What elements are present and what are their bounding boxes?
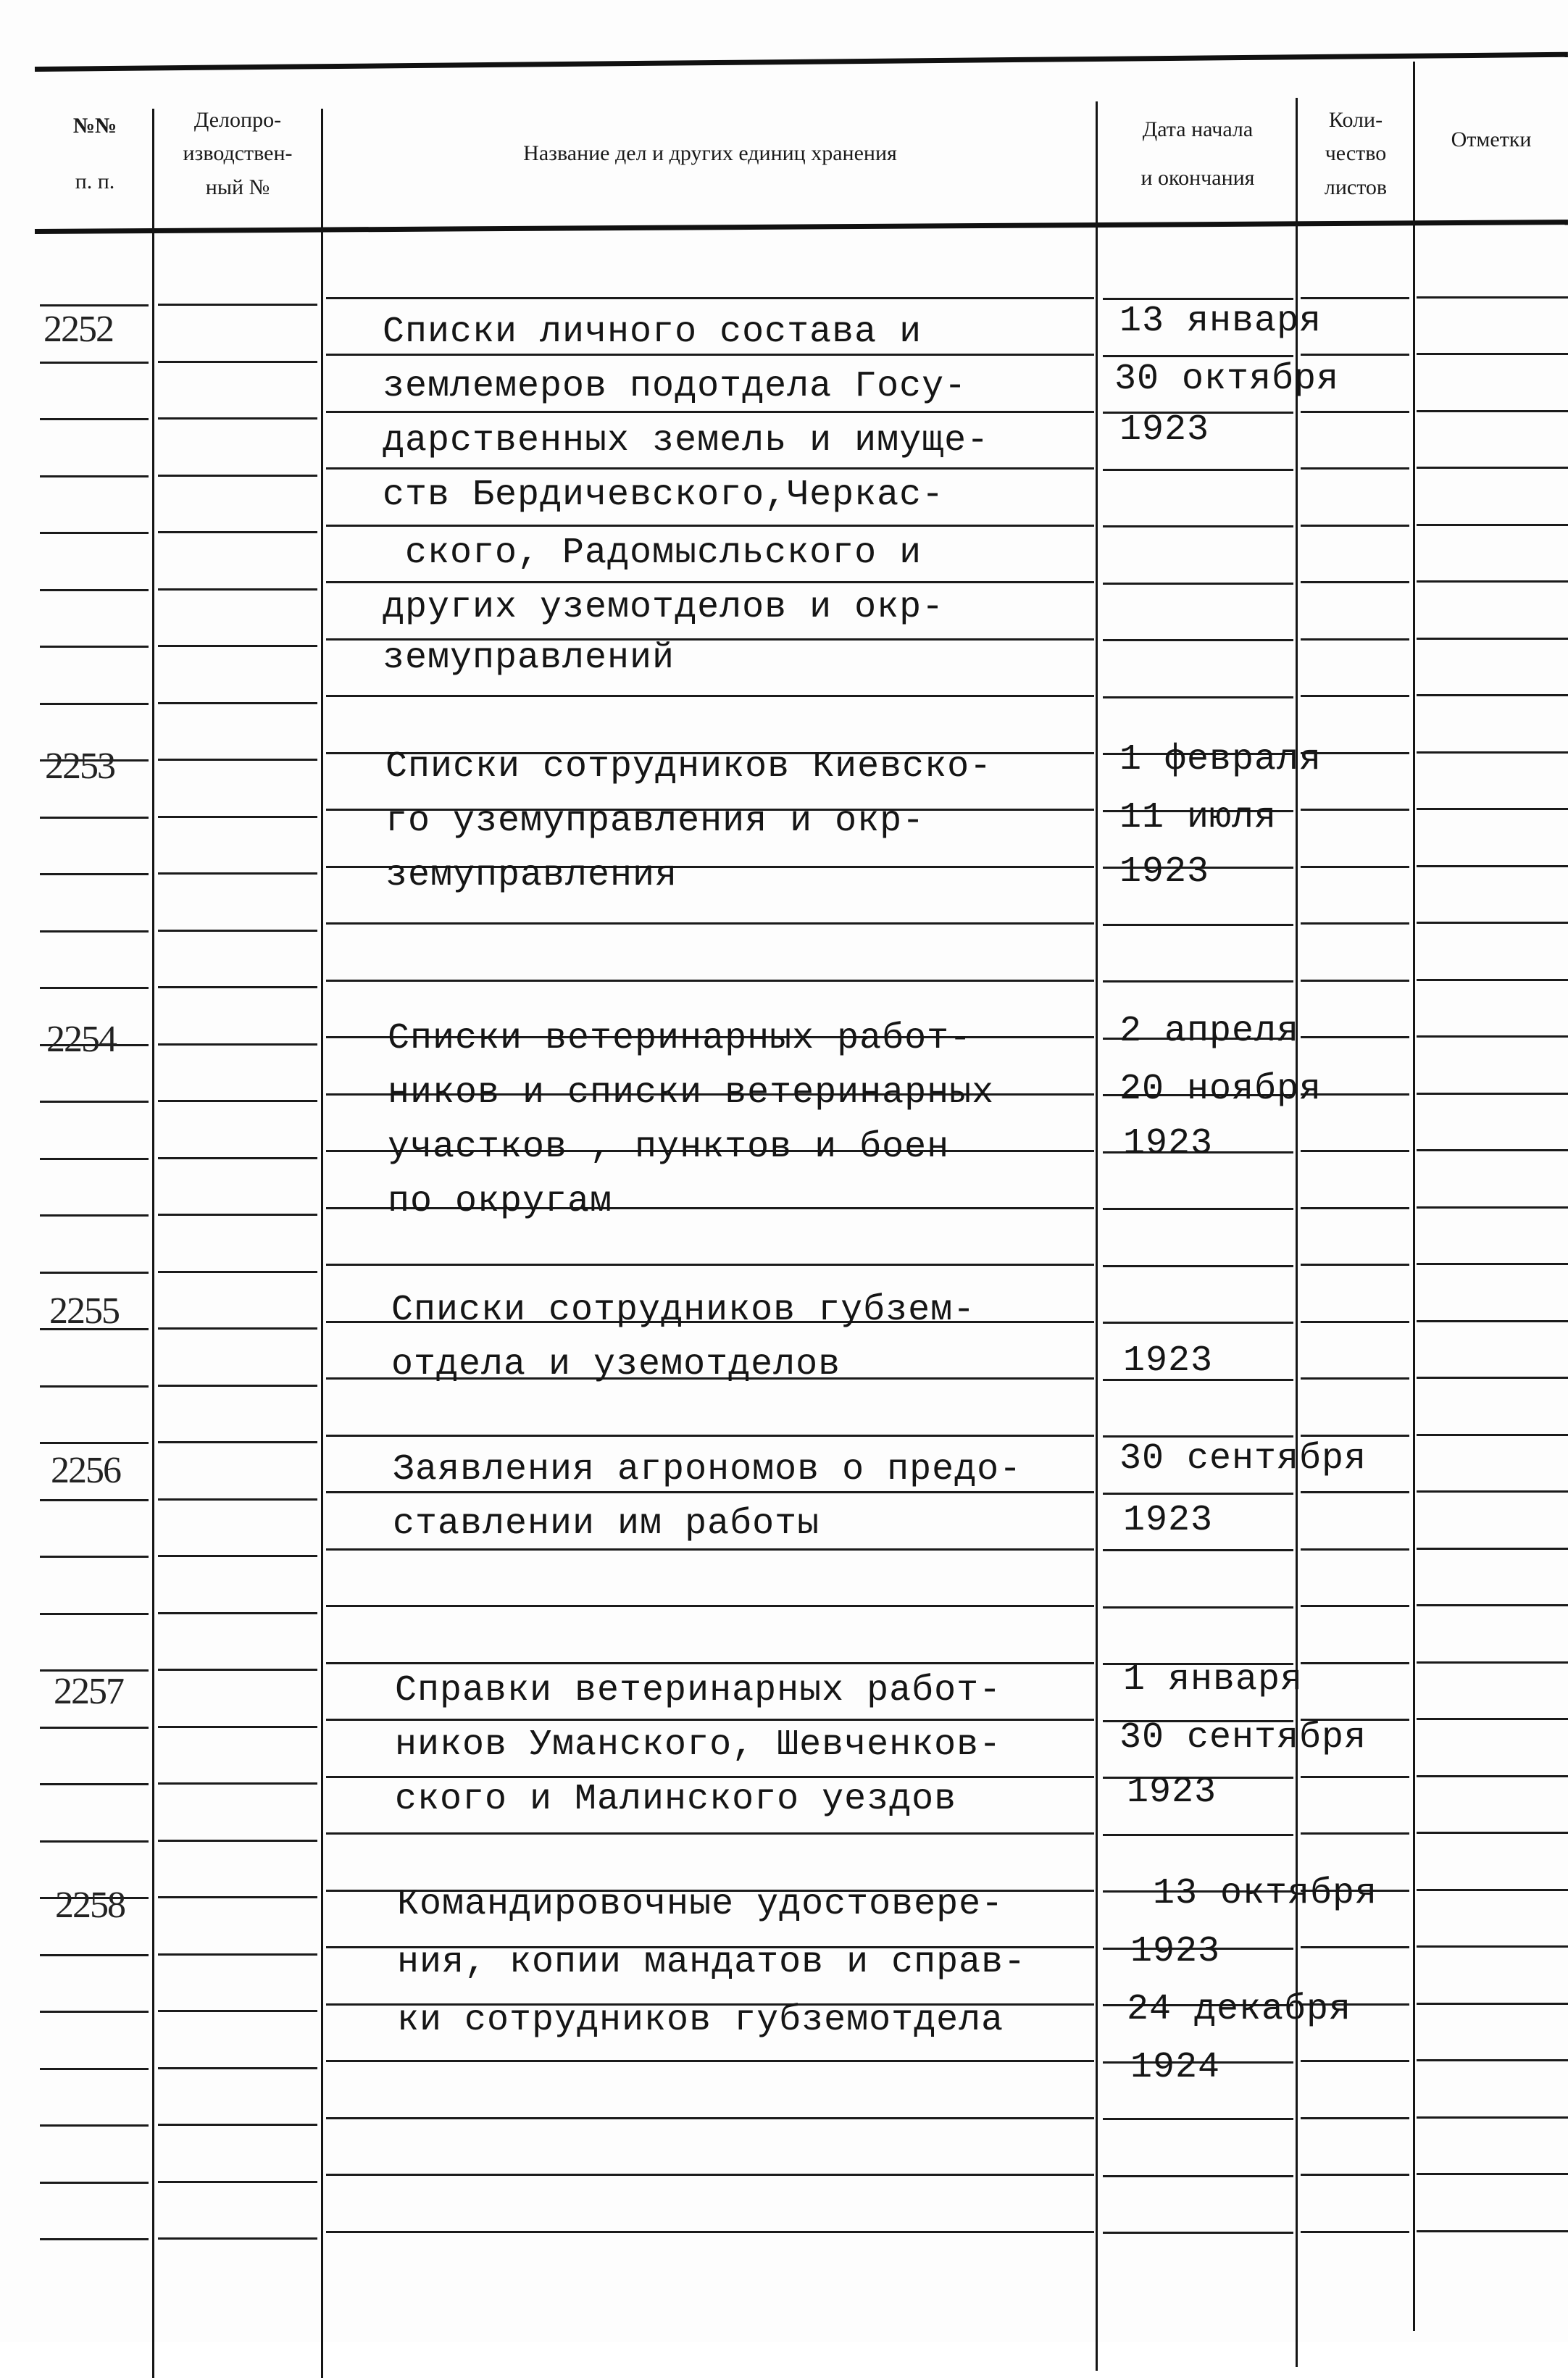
ruled-line	[326, 1435, 1094, 1437]
ruled-line	[1301, 1662, 1409, 1664]
entry-title-line: ния, копии мандатов и справ-	[397, 1942, 1027, 1983]
entry-date-line: 24 декабря	[1127, 1989, 1352, 2030]
ruled-line	[1417, 2003, 1568, 2005]
ruled-line	[1417, 1206, 1568, 1209]
ruled-line	[158, 702, 317, 704]
ruled-line	[1417, 353, 1568, 355]
entry-title-line: ки сотрудников губземотдела	[397, 2000, 1004, 2041]
ruled-line	[1417, 524, 1568, 526]
ruled-line	[158, 1612, 317, 1614]
header-col-number-line2: п. п.	[75, 169, 115, 193]
ruled-line	[326, 1832, 1094, 1835]
entry-date-line: 1 января	[1123, 1659, 1304, 1701]
header-col-dates	[1098, 80, 1297, 228]
ruled-line	[40, 1214, 149, 1217]
entry-date-line: 20 ноября	[1119, 1069, 1322, 1110]
ruled-line	[158, 531, 317, 533]
ruled-line	[40, 362, 149, 364]
ruled-line	[1103, 1265, 1293, 1267]
ruled-line	[1301, 354, 1409, 356]
ruled-line	[1301, 1435, 1409, 1437]
entry-number: 2254	[46, 1019, 116, 1060]
ruled-line	[158, 2124, 317, 2126]
ruled-line	[1103, 696, 1293, 698]
ruled-line	[40, 1840, 149, 1843]
ruled-line	[1301, 922, 1409, 925]
entry-title-line: земуправлений	[383, 638, 675, 679]
entry-title-line: участков , пунктов и боен	[388, 1127, 950, 1168]
column-divider	[321, 109, 323, 2378]
ruled-line	[1103, 1493, 1293, 1495]
ruled-line	[1417, 1320, 1568, 1322]
ruled-line	[326, 1491, 1094, 1493]
ruled-line	[1103, 525, 1293, 527]
ruled-line	[1103, 1322, 1293, 1324]
ruled-line	[326, 354, 1094, 356]
ruled-line	[158, 2237, 317, 2240]
ruled-line	[40, 1101, 149, 1103]
ruled-line	[1103, 469, 1293, 471]
ruled-line	[1417, 865, 1568, 867]
header-col-dates-line2: и окончания	[1140, 165, 1255, 190]
ruled-line	[158, 930, 317, 932]
ruled-line	[1417, 751, 1568, 754]
ruled-line	[1417, 1775, 1568, 1777]
ruled-line	[326, 1776, 1094, 1778]
ruled-line	[158, 2181, 317, 2183]
entry-date-line: 13 января	[1119, 301, 1322, 342]
ruled-line	[40, 987, 149, 989]
entry-title-line: Списки сотрудников Киевско-	[385, 746, 993, 788]
ruled-line	[1417, 1263, 1568, 1265]
ruled-line	[158, 417, 317, 420]
ruled-line	[158, 1214, 317, 1216]
ruled-line	[326, 1548, 1094, 1551]
ruled-line	[1417, 1548, 1568, 1550]
entry-date-line: 1923	[1123, 1340, 1214, 1382]
header-col-office-number-line3: ный №	[205, 175, 270, 199]
ruled-line	[1301, 638, 1409, 641]
header-col-sheets	[1298, 80, 1413, 228]
column-divider	[1096, 101, 1098, 2371]
ruled-line	[1417, 2230, 1568, 2232]
ruled-line	[1417, 1093, 1568, 1095]
entry-date-line: 1923	[1119, 851, 1210, 893]
ruled-line	[1301, 980, 1409, 982]
ruled-line	[158, 1157, 317, 1159]
entry-number: 2253	[45, 746, 114, 787]
ruled-line	[1103, 1208, 1293, 1210]
entry-number: 2258	[55, 1885, 125, 1926]
ruled-line	[158, 645, 317, 647]
ruled-line	[40, 1385, 149, 1388]
ruled-line	[1417, 1035, 1568, 1038]
ruled-line	[1301, 581, 1409, 583]
ruled-line	[40, 1272, 149, 1274]
ruled-line	[1103, 639, 1293, 641]
entry-title-line: ств Бердичевского,Черкас-	[383, 475, 945, 516]
ruled-line	[158, 2067, 317, 2069]
entry-number: 2256	[51, 1450, 120, 1491]
ruled-line	[1103, 298, 1293, 300]
ruled-line	[1417, 410, 1568, 412]
header-col-title-text: Название дел и других единиц хранения	[523, 141, 897, 166]
entry-title-line: других уземотделов и окр-	[383, 587, 945, 628]
column-divider	[1413, 62, 1415, 2331]
ruled-line	[326, 1605, 1094, 1607]
entry-date-line: 1924	[1130, 2047, 1221, 2088]
ruled-line	[326, 980, 1094, 982]
ruled-line	[326, 2231, 1094, 2233]
ruled-line	[158, 304, 317, 306]
ruled-line	[1103, 924, 1293, 926]
ruled-line	[1103, 2232, 1293, 2234]
ruled-line	[40, 817, 149, 819]
entry-title-line: Списки ветеринарных работ-	[388, 1018, 972, 1059]
header-top-rule	[35, 52, 1568, 72]
entry-title-line: по округам	[388, 1181, 613, 1222]
ruled-line	[158, 1840, 317, 1842]
ruled-line	[1301, 1150, 1409, 1152]
ruled-line	[158, 1441, 317, 1443]
entry-date-line: 11 июля	[1119, 797, 1277, 838]
ruled-line	[326, 922, 1094, 925]
ruled-line	[1417, 1434, 1568, 1436]
ruled-line	[1417, 296, 1568, 299]
ruled-line	[1417, 580, 1568, 583]
entry-number: 2255	[49, 1290, 119, 1332]
ruled-line	[1301, 1207, 1409, 1209]
ruled-line	[40, 873, 149, 875]
ruled-line	[1301, 1776, 1409, 1778]
entry-date-line: 1923	[1123, 1500, 1214, 1541]
ruled-line	[1103, 980, 1293, 983]
header-col-notes	[1414, 80, 1568, 228]
ruled-line	[326, 2117, 1094, 2119]
header-col-sheets-line3: листов	[1324, 175, 1388, 199]
ruled-line	[326, 1662, 1094, 1664]
entry-date-line: 2 апреля	[1119, 1011, 1300, 1052]
entry-number: 2257	[54, 1671, 123, 1712]
entry-title-line: Списки личного состава и	[383, 312, 922, 353]
ruled-line	[1417, 1490, 1568, 1493]
ruled-line	[1301, 467, 1409, 470]
ruled-line	[1417, 979, 1568, 981]
ruled-line	[1301, 1605, 1409, 1607]
ruled-line	[158, 816, 317, 818]
ruled-line	[40, 2124, 149, 2127]
entry-title-line: ского и Малинского уездов	[395, 1779, 957, 1820]
entry-number: 2252	[43, 309, 113, 350]
header-col-office-number-line2: изводствен-	[183, 141, 293, 166]
ruled-line	[1301, 1946, 1409, 1948]
entry-title-line: дарственных земель и имуще-	[383, 420, 990, 462]
header-col-dates-line1: Дата начала	[1142, 117, 1254, 141]
ruled-line	[1103, 2175, 1293, 2177]
ruled-line	[40, 589, 149, 591]
ruled-line	[158, 1498, 317, 1501]
ruled-line	[1103, 355, 1293, 357]
ruled-line	[40, 703, 149, 705]
ruled-line	[40, 475, 149, 477]
entry-date-line: 30 сентября	[1119, 1717, 1367, 1759]
ruled-line	[326, 525, 1094, 527]
entry-title-line: ставлении им работы	[393, 1503, 820, 1545]
ruled-line	[1103, 583, 1293, 585]
ruled-line	[158, 1669, 317, 1671]
ruled-line	[1301, 1832, 1409, 1835]
ruled-line	[158, 1782, 317, 1785]
ruled-line	[158, 1953, 317, 1956]
ruled-line	[326, 2060, 1094, 2062]
entry-title-line: землемеров подотдела Госу-	[383, 366, 967, 407]
ruled-line	[40, 532, 149, 534]
ruled-line	[1417, 1945, 1568, 1948]
ruled-line	[326, 1719, 1094, 1721]
ruled-line	[40, 304, 149, 306]
ruled-line	[1301, 2231, 1409, 2233]
ruled-line	[1301, 2117, 1409, 2119]
ruled-line	[1103, 1834, 1293, 1836]
ruled-line	[40, 1442, 149, 1444]
ruled-line	[40, 2238, 149, 2240]
ruled-line	[40, 1499, 149, 1501]
ruled-line	[158, 588, 317, 591]
entry-title-line: ников и списки ветеринарных	[388, 1072, 995, 1114]
ruled-line	[158, 361, 317, 363]
ruled-line	[40, 646, 149, 648]
ruled-line	[158, 1100, 317, 1102]
entry-title-line: отдела и уземотделов	[391, 1344, 841, 1385]
ruled-line	[40, 2068, 149, 2070]
ruled-line	[158, 1726, 317, 1728]
ruled-line	[1301, 1321, 1409, 1323]
entry-date-line: 1923	[1127, 1772, 1217, 1813]
ruled-line	[1301, 411, 1409, 413]
column-divider	[152, 109, 154, 2378]
ruled-line	[158, 1271, 317, 1273]
header-col-office-number-line1: Делопро-	[193, 107, 282, 132]
ruled-line	[1301, 809, 1409, 811]
ruled-line	[158, 872, 317, 875]
ruled-line	[1417, 1149, 1568, 1151]
ruled-line	[1417, 1604, 1568, 1606]
ruled-line	[40, 1954, 149, 1956]
ruled-line	[158, 1555, 317, 1557]
ruled-line	[1301, 1548, 1409, 1551]
ruled-line	[326, 695, 1094, 697]
ruled-line	[1301, 1377, 1409, 1380]
ruled-line	[40, 1727, 149, 1729]
ruled-line	[1103, 1435, 1293, 1438]
header-col-sheets-line1: Коли-	[1328, 107, 1383, 132]
entry-title-line: земуправления	[385, 855, 678, 896]
ruled-line	[1417, 2173, 1568, 2175]
entry-date-line: 1923	[1119, 409, 1210, 451]
header-col-sheets-line2: чество	[1325, 141, 1387, 166]
entry-title-line: Командировочные удостовере-	[397, 1884, 1004, 1925]
header-col-number-line1: №№	[72, 114, 117, 138]
ruled-line	[1417, 808, 1568, 810]
ruled-line	[158, 1043, 317, 1046]
entry-title-line: го уземуправления и окр-	[385, 801, 925, 842]
header-col-title	[323, 80, 1097, 228]
ruled-line	[1103, 1549, 1293, 1551]
entry-date-line: 1923	[1130, 1931, 1221, 1972]
entry-title-line: Заявления агрономов о предо-	[393, 1449, 1022, 1490]
ruled-line	[326, 2174, 1094, 2176]
ruled-line	[1301, 695, 1409, 697]
ruled-line	[1417, 922, 1568, 924]
ruled-line	[326, 581, 1094, 583]
entry-date-line: 1923	[1123, 1123, 1214, 1164]
ruled-line	[1417, 2116, 1568, 2119]
ruled-line	[1417, 2059, 1568, 2061]
ruled-line	[40, 1613, 149, 1615]
ruled-line	[158, 759, 317, 761]
ruled-line	[40, 418, 149, 420]
entry-title-line: Справки ветеринарных работ-	[395, 1670, 1002, 1711]
ruled-line	[1103, 1606, 1293, 1609]
ruled-line	[40, 1158, 149, 1160]
ruled-line	[1301, 1036, 1409, 1038]
ruled-line	[158, 475, 317, 477]
entry-title-line: ского, Радомысльского и	[383, 533, 922, 574]
header-col-notes-text: Отметки	[1451, 128, 1532, 151]
ruled-line	[326, 297, 1094, 299]
entry-title-line: ников Уманского, Шевченков-	[395, 1724, 1002, 1766]
entry-date-line: 30 октября	[1114, 359, 1340, 400]
header-col-office-number	[154, 80, 322, 228]
ruled-line	[1103, 2118, 1293, 2120]
ruled-line	[1417, 1832, 1568, 1834]
ruled-line	[1301, 2174, 1409, 2176]
ruled-line	[326, 1264, 1094, 1266]
header-col-number	[38, 80, 152, 228]
entry-date-line: 30 сентября	[1119, 1438, 1367, 1480]
ruled-line	[1301, 525, 1409, 527]
ruled-line	[1301, 1491, 1409, 1493]
entry-date-line: 13 октября	[1130, 1873, 1378, 1914]
ruled-line	[1417, 1889, 1568, 1891]
ruled-line	[158, 1327, 317, 1330]
ruled-line	[40, 930, 149, 933]
ruled-line	[1301, 866, 1409, 868]
ruled-line	[326, 467, 1094, 470]
ruled-line	[1417, 638, 1568, 640]
ruled-line	[326, 411, 1094, 413]
entry-date-line: 1 февраля	[1119, 739, 1322, 780]
ruled-line	[1301, 2060, 1409, 2062]
ruled-line	[158, 2010, 317, 2012]
ruled-line	[158, 1896, 317, 1898]
ruled-line	[40, 1783, 149, 1785]
ruled-line	[1417, 1377, 1568, 1379]
ruled-line	[1301, 1264, 1409, 1266]
ruled-line	[40, 1556, 149, 1558]
ruled-line	[1417, 1718, 1568, 1720]
ruled-line	[40, 2182, 149, 2184]
ruled-line	[158, 1385, 317, 1387]
entry-title-line: Списки сотрудников губзем-	[391, 1290, 976, 1331]
ruled-line	[1417, 1661, 1568, 1664]
ruled-line	[158, 986, 317, 988]
ruled-line	[1301, 297, 1409, 299]
ruled-line	[1417, 467, 1568, 469]
ruled-line	[1417, 694, 1568, 696]
ruled-line	[40, 2011, 149, 2013]
